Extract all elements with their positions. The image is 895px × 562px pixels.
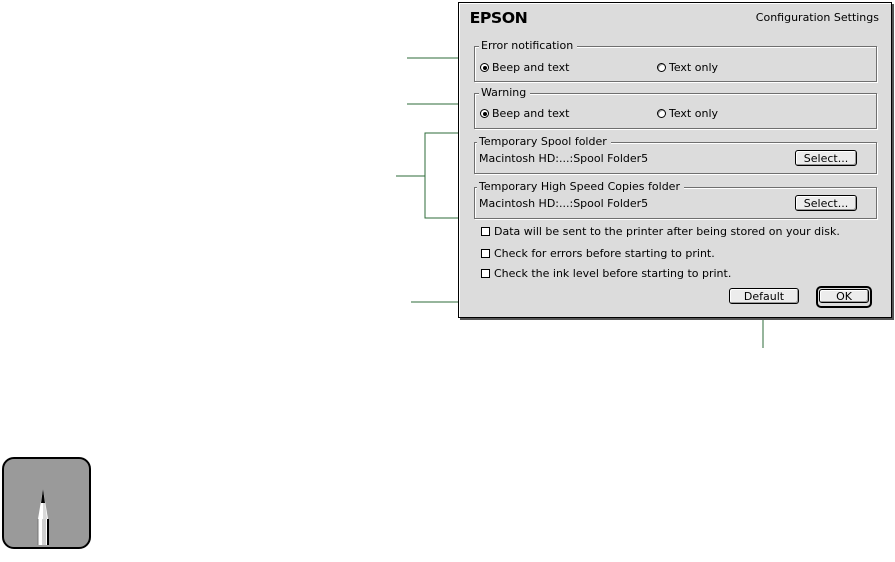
high-speed-folder-group [474, 180, 877, 219]
radio-unselected-icon [657, 109, 666, 118]
warning-beep-radio[interactable] [480, 107, 569, 120]
high-speed-select-button[interactable]: Select... [795, 195, 857, 211]
pencil-note-icon [2, 457, 91, 549]
check-errors-checkbox[interactable] [481, 247, 715, 260]
dialog-title: Configuration Settings [755, 11, 879, 24]
error-text-only-label: Text only [669, 61, 719, 74]
data-sent-label: Data will be sent to the printer after being stored on your disk. [494, 225, 840, 238]
warning-text-only-radio[interactable] [657, 107, 718, 120]
error-beep-radio[interactable] [480, 61, 569, 74]
spool-folder-label: Temporary Spool folder [477, 135, 611, 149]
default-button[interactable]: Default [729, 288, 799, 304]
configuration-settings-dialog [458, 2, 892, 318]
epson-logo: EPSON [469, 9, 528, 27]
error-notification-label: Error notification [479, 39, 577, 53]
checkbox-icon [481, 227, 490, 236]
spool-folder-group [474, 135, 877, 174]
ok-button[interactable]: OK [819, 289, 869, 303]
high-speed-folder-label: Temporary High Speed Copies folder [477, 180, 684, 194]
high-speed-folder-path: Macintosh HD:...:Spool Folder5 [479, 197, 649, 210]
error-beep-label: Beep and text [492, 61, 570, 74]
radio-selected-icon [480, 63, 489, 72]
spool-folder-path: Macintosh HD:...:Spool Folder5 [479, 152, 649, 165]
error-text-only-radio[interactable] [657, 61, 718, 74]
warning-group [474, 86, 877, 129]
warning-beep-label: Beep and text [492, 107, 570, 120]
data-sent-checkbox[interactable] [481, 225, 840, 238]
check-ink-checkbox[interactable] [481, 267, 731, 280]
warning-label: Warning [479, 86, 530, 100]
pencil-icon [4, 459, 89, 547]
error-notification-group [474, 39, 877, 82]
checkbox-icon [481, 249, 490, 258]
check-ink-label: Check the ink level before starting to print. [494, 267, 732, 280]
warning-text-only-label: Text only [669, 107, 719, 120]
check-errors-label: Check for errors before starting to print. [494, 247, 715, 260]
spool-select-button[interactable]: Select... [795, 150, 857, 166]
radio-selected-icon [480, 109, 489, 118]
checkbox-icon [481, 269, 490, 278]
radio-unselected-icon [657, 63, 666, 72]
